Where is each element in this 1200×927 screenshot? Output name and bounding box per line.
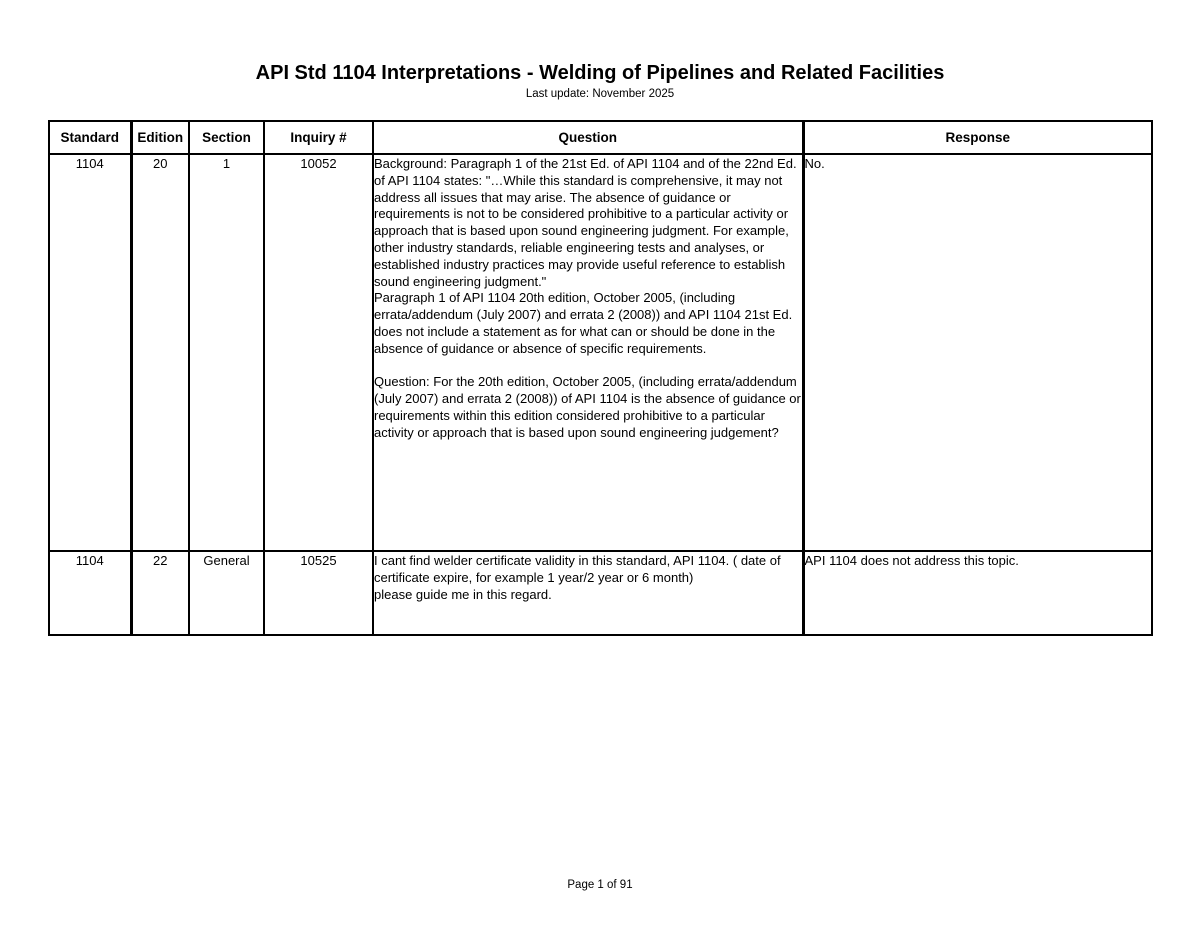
cell-inquiry: 10052 (264, 154, 373, 551)
header-edition: Edition (131, 121, 189, 154)
header-section: Section (189, 121, 264, 154)
cell-response: API 1104 does not address this topic. (803, 551, 1152, 635)
cell-section: General (189, 551, 264, 635)
cell-standard: 1104 (49, 551, 131, 635)
cell-edition: 20 (131, 154, 189, 551)
last-update-note: Last update: November 2025 (525, 88, 675, 100)
question-text: I cant find welder certificate validity in this standard, API 1104. ( date of certificate expire, for example 1 year/2 year or 6 month) please guide me in this regard. (374, 553, 781, 602)
cell-standard: 1104 (49, 154, 131, 551)
question-text: Question: For the 20th edition, October 2005, (including errata/addendum (July 2007) and errata 2 (2008)) of API 1104 is the absence of guidance or requirements within this edition considered prohibitive to a particular activity or approach that is based upon sound engineering judgement? (374, 374, 801, 440)
page-number: Page 1 of 91 (567, 879, 633, 891)
cell-section: 1 (189, 154, 264, 551)
cell-question (373, 551, 803, 635)
cell-question (373, 154, 803, 551)
table-row (49, 154, 1152, 551)
table-header-row (49, 121, 1152, 154)
interpretations-table (48, 120, 1153, 636)
header-standard: Standard (49, 121, 131, 154)
cell-inquiry: 10525 (264, 551, 373, 635)
cell-response: No. (803, 154, 1152, 551)
question-background: Background: Paragraph 1 of the 21st Ed. of API 1104 and of the 22nd Ed. of API 1104 states: "…While this standard is comprehensive, it may not address all issues that may arise. The absence of guidance or requirements is not to be considered prohibitive to a particular activity or approach that is based upon sound engineering judgment. For example, other industry standards, reliable engineering tests and analyses, or established industry practices may provide useful reference to establish sound engineering judgment." Paragraph 1 of API 1104 20th edition, October 2005, (including errata/addendum (July 2007) and errata 2 (2008)) and API 1104 21st Ed. does not include a statement as for what can or should be done in the absence of guidance or absence of specific requirements. (374, 156, 797, 356)
header-question: Question (373, 121, 803, 154)
header-response: Response (803, 121, 1152, 154)
cell-edition: 22 (131, 551, 189, 635)
table-row (49, 551, 1152, 635)
document-title: API Std 1104 Interpretations - Welding of Pipelines and Related Facilities (255, 62, 945, 84)
header-inquiry: Inquiry # (264, 121, 373, 154)
